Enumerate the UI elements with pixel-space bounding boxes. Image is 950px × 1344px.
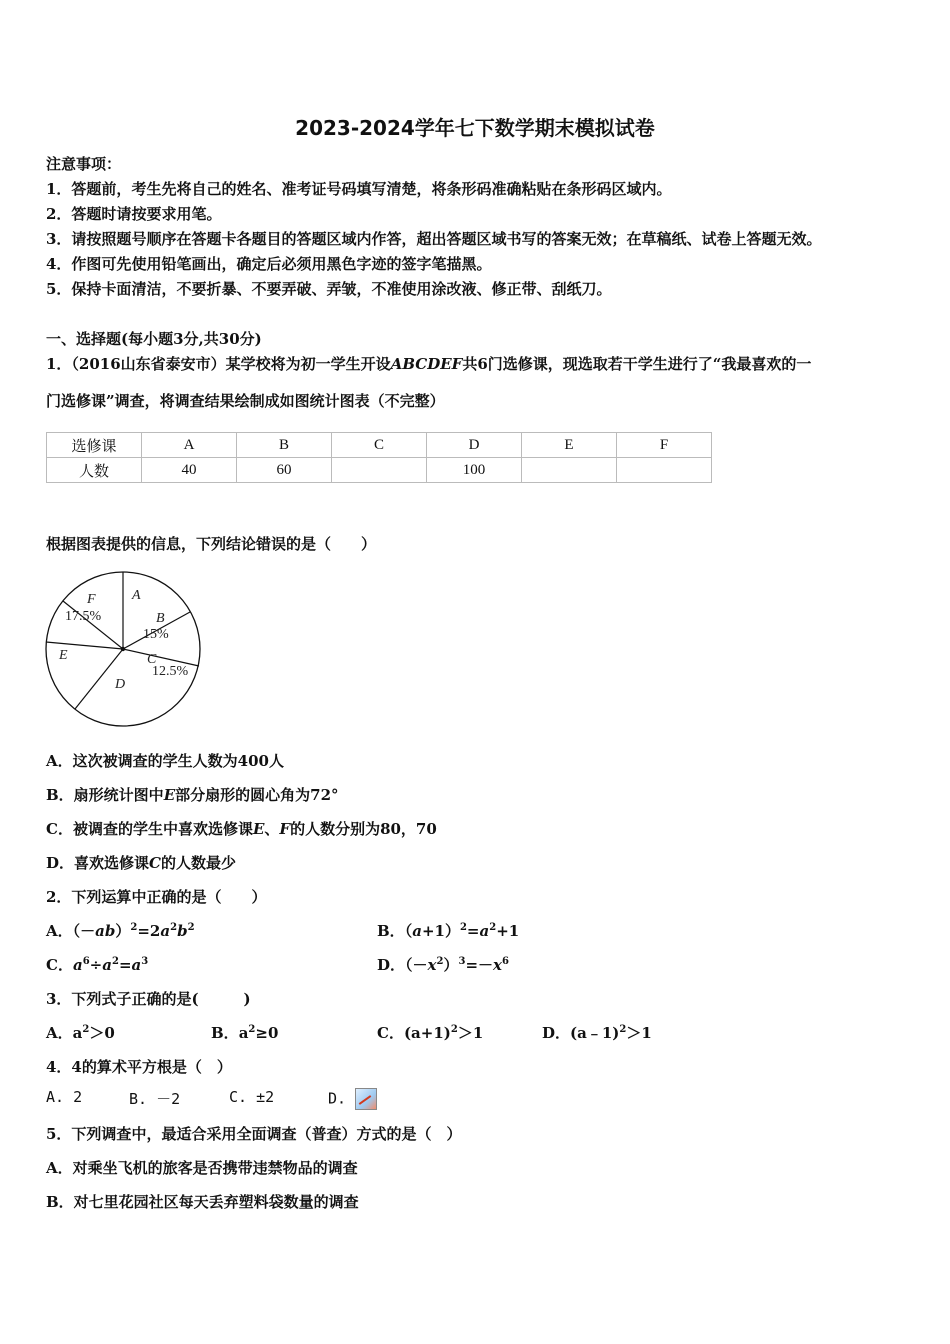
table-row [47, 458, 712, 483]
q3-stem: 3．下列式子正确的是( ) [46, 990, 251, 1008]
q1-option-c-var1: E [252, 820, 265, 838]
q3-option-b: B．$a^2\ge 0$ [211, 1024, 279, 1042]
q2-stem: 2．下列运算中正确的是（ ） [46, 888, 267, 906]
q3-option-a-label: A． [46, 1024, 73, 1042]
q5-stem: 5．下列调查中，最适合采用全面调查（普查）方式的是（ ） [46, 1125, 462, 1143]
q1-stem-line2: 门选修课”调查，将调查结果绘制成如图统计图表（不完整） [46, 392, 445, 410]
table-cell: 100 [427, 458, 522, 483]
q1-option-c-text2: 的人数分别为80，70 [290, 820, 437, 838]
q3-option-a: A．$a^2>0$ [46, 1024, 115, 1042]
q4-option-b: B. －2 [129, 1090, 181, 1108]
table-cell: 人数 [47, 458, 142, 483]
table-cell: 选修课 [47, 433, 142, 458]
q2-option-d: D．$(-x^2)^3=-x^6$ [377, 956, 509, 974]
pie-pct-c: 12.5% [152, 664, 189, 679]
q1-option-c-sep: 、 [264, 820, 280, 838]
q2-option-b-label: B． [377, 922, 405, 940]
q1-option-c-text: C．被调查的学生中喜欢选修课 [46, 820, 253, 838]
q3-option-c: C．$(a+1)^2>1$ [377, 1024, 484, 1042]
q1-option-d-var: C [149, 854, 161, 872]
note-item: 4．作图可先使用铅笔画出，确定后必须用黑色字迹的签字笔描黑。 [46, 255, 492, 273]
q4-option-d-label: D. [328, 1089, 347, 1108]
q3-option-d: D．(a﹣1)$^2$＞1 [542, 1024, 652, 1042]
pie-pct-b: 15% [143, 627, 169, 642]
q2-option-c-label: C． [46, 956, 73, 974]
q1-option-b-text2: 部分扇形的圆心角为72° [175, 786, 339, 804]
table-cell: D [427, 433, 522, 458]
q1-option-c [46, 818, 437, 839]
pie-chart [44, 570, 204, 728]
q1-option-b-text: B．扇形统计图中 [46, 786, 164, 804]
q2-option-d-label: D． [377, 956, 406, 974]
q4-stem: 4．4的算术平方根是（ ） [46, 1058, 232, 1076]
q4-option-d [328, 1088, 377, 1110]
pie-label-e: E [59, 648, 68, 663]
table-cell [522, 458, 617, 483]
table-cell: C [332, 433, 427, 458]
pie-label-b: B [156, 611, 165, 626]
table-cell: B [237, 433, 332, 458]
table-cell: E [522, 433, 617, 458]
pie-label-a: A [132, 588, 141, 603]
note-item: 2．答题时请按要求用笔。 [46, 205, 222, 223]
q1-option-b-var: E [163, 786, 176, 804]
q3-option-b-label: B． [211, 1024, 239, 1042]
q2-option-c: C．$a^6\div a^2=a^3$ [46, 956, 149, 974]
table-cell: 40 [142, 458, 237, 483]
notes-heading: 注意事项： [46, 155, 122, 173]
pie-label-c: C [147, 652, 157, 667]
broken-image-icon [355, 1088, 377, 1110]
q2-option-a-label: A． [46, 922, 73, 940]
q5-option-a: A．对乘坐飞机的旅客是否携带违禁物品的调查 [46, 1159, 358, 1177]
q3-option-d-label: D． [542, 1024, 571, 1042]
q1-option-c-var2: F [279, 820, 291, 838]
table-cell: F [617, 433, 712, 458]
q5-option-b: B．对七里花园社区每天丢弃塑料袋数量的调查 [46, 1193, 359, 1211]
section-heading: 一、选择题(每小题3分,共30分) [46, 330, 262, 348]
table-cell [332, 458, 427, 483]
note-item: 3．请按照题号顺序在答题卡各题目的答题区域内作答，超出答题区域书写的答案无效；在草稿纸、试卷上答题无效。 [46, 230, 822, 248]
table-cell [617, 458, 712, 483]
pie-pct-f: 17.5% [65, 609, 102, 624]
q1-stem-var: ABCDEF [390, 355, 463, 373]
pie-label-d: D [115, 677, 126, 692]
q2-option-a: A．$(-ab)^2=2a^2b^2$ [46, 922, 195, 940]
pie-center [121, 647, 125, 651]
q3-option-c-label: C． [377, 1024, 404, 1042]
note-item: 5．保持卡面清洁，不要折暴、不要弄破、弄皱，不准使用涂改液、修正带、刮纸刀。 [46, 280, 612, 298]
q1-prompt: 根据图表提供的信息，下列结论错误的是（ ） [46, 535, 377, 553]
q1-option-b [46, 784, 339, 805]
pie-label-f: F [87, 592, 96, 607]
q2-option-b: B．$(a+1)^2=a^2+1$ [377, 922, 520, 940]
q1-option-a: A．这次被调查的学生人数为400人 [46, 752, 284, 770]
q4-option-c: C. ±2 [229, 1088, 275, 1106]
q1-option-d [46, 852, 236, 873]
q1-stem-a: 1．（2016山东省泰安市）某学校将为初一学生开设 [46, 355, 391, 373]
q1-option-d-text2: 的人数最少 [160, 854, 236, 872]
q1-option-d-text: D．喜欢选修课 [46, 854, 150, 872]
table-row [47, 433, 712, 458]
page-title: 2023-2024学年七下数学期末模拟试卷 [295, 116, 655, 140]
course-table [46, 432, 712, 483]
q1-stem [46, 353, 811, 374]
q1-stem-c: 共6门选修课，现选取若干学生进行了“我最喜欢的一 [462, 355, 812, 373]
table-cell: 60 [237, 458, 332, 483]
note-item: 1．答题前，考生先将自己的姓名、准考证号码填写清楚，将条形码准确粘贴在条形码区域内。 [46, 180, 672, 198]
q4-option-a: A. 2 [46, 1088, 83, 1106]
table-cell: A [142, 433, 237, 458]
